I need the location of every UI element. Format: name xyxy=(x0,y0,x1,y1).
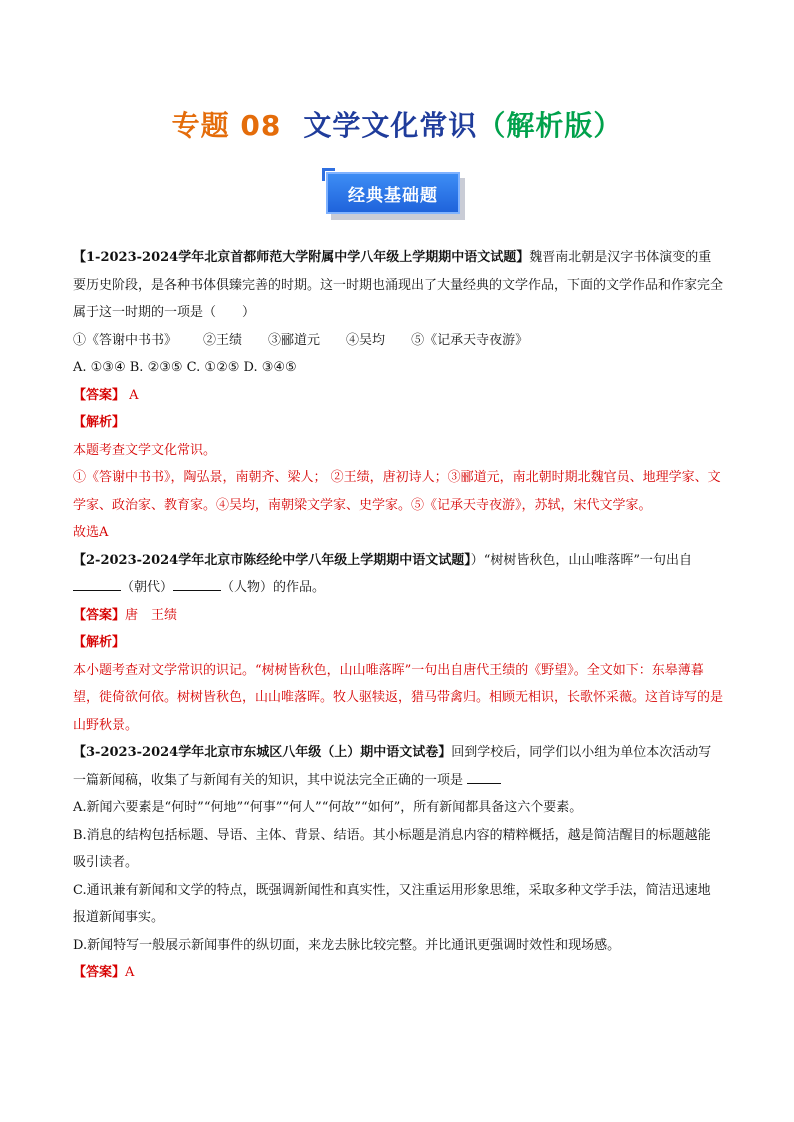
answer-blank xyxy=(467,770,501,784)
section-badge-label: 经典基础题 xyxy=(326,172,460,214)
question-3-option: B.消息的结构包括标题、导语、主体、背景、结语。其小标题是消息内容的精粹概括，越是简洁醒目的标题越能吸引读者。 xyxy=(73,827,711,870)
question-3-text: 回到学校后，同学们以小组为单位本次活动写一篇新闻稿，收集了与新闻有关的知识，其中说法完全正确的一项是 xyxy=(73,745,712,788)
answer-label: 【答案】 xyxy=(73,387,126,403)
question-2-text: （朝代） xyxy=(121,580,174,595)
section-badge xyxy=(326,172,468,222)
answer-blank xyxy=(173,576,221,591)
question-1-item: ③郦道元 xyxy=(268,332,321,348)
question-2-source: 【2-2023-2024学年北京市陈经纶中学八年级上学期期中语文试题】 xyxy=(73,552,471,568)
title-topic-number: 专题 08 xyxy=(171,109,282,142)
answer-blank xyxy=(73,576,121,591)
question-2-text: （人物）的作品。 xyxy=(221,580,326,595)
question-3-option: A.新闻六要素是“何时”“何地”“何事”“何人”“何故”“如何”，所有新闻都具备这六个要素。 xyxy=(73,800,583,815)
question-2-stem xyxy=(73,547,723,602)
question-1-items xyxy=(73,327,723,355)
question-3-option: C.通讯兼有新闻和文学的特点，既强调新闻性和真实性，又注重运用形象思维，采取多种文学手法，简洁迅速地报道新闻事实。 xyxy=(73,882,711,925)
answer-label: 【答案】 xyxy=(73,965,126,980)
question-3-stem xyxy=(73,739,723,794)
question-1-analysis-line: ①《答谢中书书》，陶弘景，南朝齐、梁人； ②王绩，唐初诗人；③郦道元，南北朝时期北魏官员、地理学家、文学家、政治家、教育家。④吴均，南朝梁文学家、史学家。⑤《记承天寺夜游》，苏轼，宋代文学家。 xyxy=(73,470,721,513)
question-1-conclusion: 故选A xyxy=(73,525,109,540)
question-1-item: ②王绩 xyxy=(203,332,243,348)
question-1-options: A. ①③④ B. ②③⑤ C. ①②⑤ D. ③④⑤ xyxy=(73,360,297,375)
question-3-answer xyxy=(73,959,723,987)
question-1-item: ④吴均 xyxy=(346,332,386,348)
question-1-item: ⑤《记承天寺夜游》 xyxy=(411,332,529,348)
question-1-answer xyxy=(73,382,723,410)
question-2-analysis: 本小题考查对文学常识的识记。“树树皆秋色，山山唯落晖”一句出自唐代王绩的《野望》。全文如下：东皋薄暮望，徙倚欲何依。树树皆秋色，山山唯落晖。牧人驱犊返，猎马带禽归。相顾无相识，长歌怀采薇。这首诗写的是山野秋景。 xyxy=(73,662,724,733)
answer-value: A xyxy=(125,965,135,980)
question-3-source: 【3-2023-2024学年北京市东城区八年级（上）期中语文试卷】 xyxy=(73,745,452,760)
question-1-analysis-line: 本题考查文学文化常识。 xyxy=(73,442,217,458)
question-1-analysis-label: 【解析】 xyxy=(73,415,126,430)
question-1-item: ①《答谢中书书》 xyxy=(73,332,178,348)
answer-label: 【答案】 xyxy=(73,607,126,623)
document-content xyxy=(73,244,723,987)
question-2-text: ）“树树皆秋色，山山唯落晖”一句出自 xyxy=(470,552,692,568)
title-subject: 文学文化常识 xyxy=(303,109,478,142)
question-2-analysis-label: 【解析】 xyxy=(73,635,126,650)
title-version: （解析版） xyxy=(477,109,623,142)
question-1-text: 魏晋南北朝是汉字书体演变的重要历史阶段，是各种书体俱臻完善的时期。这一时期也涌现出了大量经典的文学作品，下面的文学作品和作家完全属于这一时期的一项是（ ） xyxy=(73,250,724,320)
answer-value: A xyxy=(129,387,139,403)
question-3-option: D.新闻特写一般展示新闻事件的纵切面，来龙去脉比较完整。并比通讯更强调时效性和现场感。 xyxy=(73,937,621,953)
badge-corner-decoration xyxy=(322,168,335,181)
page-title xyxy=(0,104,794,144)
question-2-answer xyxy=(73,602,723,630)
question-1-source: 【1-2023-2024学年北京首都师范大学附属中学八年级上学期期中语文试题】 xyxy=(73,250,530,265)
answer-value: 唐 王绩 xyxy=(125,607,178,623)
question-1-stem xyxy=(73,244,723,327)
